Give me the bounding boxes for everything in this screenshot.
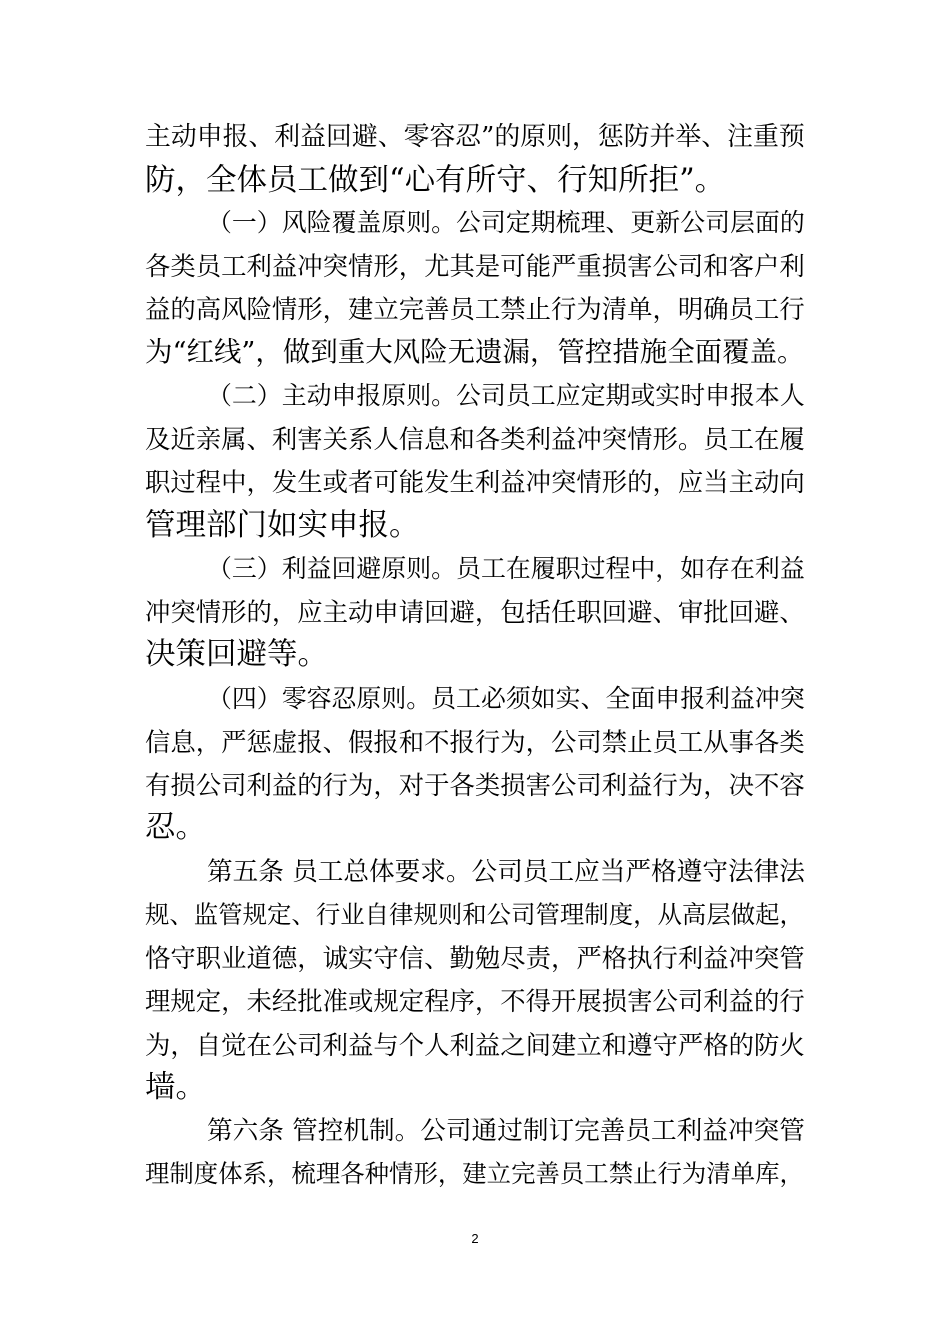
text-line: 墙。 (145, 1070, 206, 1105)
text-line: 理制度体系，梳理各种情形，建立完善员工禁止行为清单库， (145, 1159, 804, 1188)
text-line: 第五条 员工总体要求。公司员工应当严格遵守法律法 (207, 857, 805, 887)
text-line: 主动申报、利益回避、零容忍”的原则，惩防并举、注重预 (145, 122, 805, 152)
text-line: 职过程中，发生或者可能发生利益冲突情形的，应当主动向 (145, 467, 805, 497)
text-line: 益的高风险情形，建立完善员工禁止行为清单，明确员工行 (145, 294, 805, 324)
text-line: 规、监管规定、行业自律规则和公司管理制度，从高层做起， (145, 900, 804, 929)
text-line: 恪守职业道德，诚实守信、勤勉尽责，严格执行利益冲突管 (145, 943, 805, 973)
text-line: （四）零容忍原则。员工必须如实、全面申报利益冲突 (207, 684, 805, 713)
text-line: 为，自觉在公司利益与个人利益之间建立和遵守严格的防火 (145, 1030, 805, 1060)
text-line: 理规定，未经批准或规定程序，不得开展损害公司利益的行 (145, 986, 805, 1016)
text-line: （一）风险覆盖原则。公司定期梳理、更新公司层面的 (207, 208, 805, 237)
text-line: 忍。 (145, 810, 206, 845)
text-line: 为“红线”，做到重大风险无遗漏，管控措施全面覆盖。 (145, 337, 805, 368)
text-line: 及近亲属、利害关系人信息和各类利益冲突情形。员工在履 (145, 424, 805, 454)
text-line: 各类员工利益冲突情形，尤其是可能严重损害公司和客户利 (145, 251, 805, 281)
text-line: 信息，严惩虚报、假报和不报行为，公司禁止员工从事各类 (145, 727, 805, 757)
text-line: 防，全体员工做到“心有所守、行知所拒”。 (145, 163, 726, 198)
text-line: （二）主动申报原则。公司员工应定期或实时申报本人 (207, 381, 805, 410)
text-line: 第六条 管控机制。公司通过制订完善员工利益冲突管 (207, 1116, 805, 1146)
text-line: 管理部门如实申报。 (145, 508, 420, 543)
text-line: 有损公司利益的行为，对于各类损害公司利益行为，决不容 (145, 770, 805, 800)
page-number: 2 (471, 1231, 479, 1246)
text-line: 决策回避等。 (145, 637, 328, 672)
text-line: 冲突情形的，应主动申请回避，包括任职回避、审批回避、 (145, 597, 805, 627)
text-line: （三）利益回避原则。员工在履职过程中，如存在利益 (207, 554, 805, 583)
